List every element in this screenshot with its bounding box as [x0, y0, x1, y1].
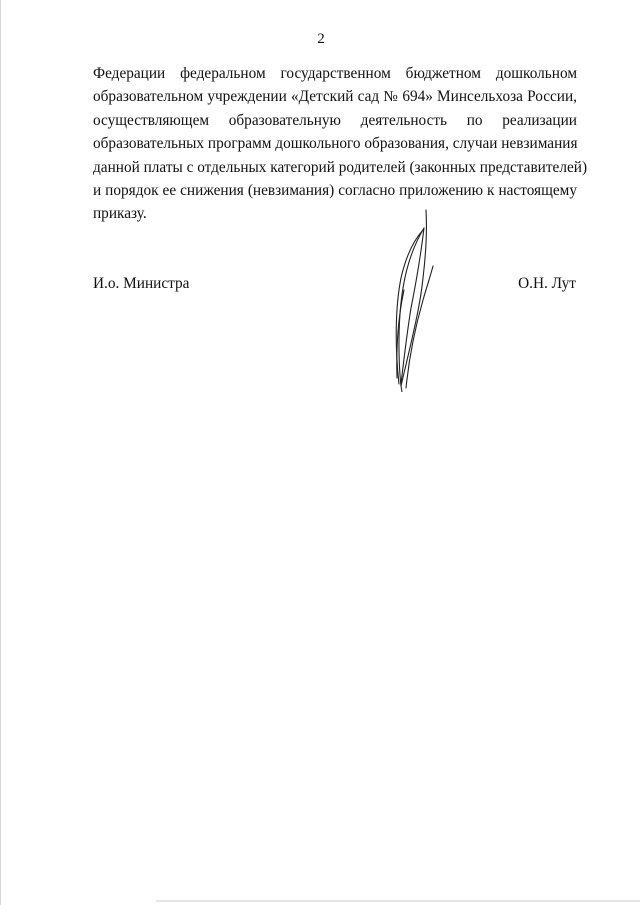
- scan-edge: [156, 900, 640, 902]
- body-line: и порядок ее снижения (невзимания) согласно приложению к настоящему: [93, 182, 577, 200]
- body-line: образовательном учреждении «Детский сад № 694» Минсельхоза России,: [93, 88, 577, 106]
- body-line: осуществляющем образовательную деятельность по реализации: [93, 111, 577, 129]
- page-number: 2: [317, 31, 325, 47]
- body-line: Федерации федеральном государственном бюджетном дошкольном: [93, 65, 577, 82]
- body-line: образовательных программ дошкольного образования, случаи невзимания: [93, 135, 578, 153]
- signatory-name: О.Н. Лут: [518, 275, 576, 292]
- body-line: данной платы с отдельных категорий родителей (законных представителей): [93, 158, 588, 176]
- body-paragraph: [93, 62, 588, 226]
- body-line: приказу.: [93, 205, 147, 223]
- signature-icon: [371, 208, 461, 392]
- signatory-title: И.о. Министра: [93, 275, 190, 292]
